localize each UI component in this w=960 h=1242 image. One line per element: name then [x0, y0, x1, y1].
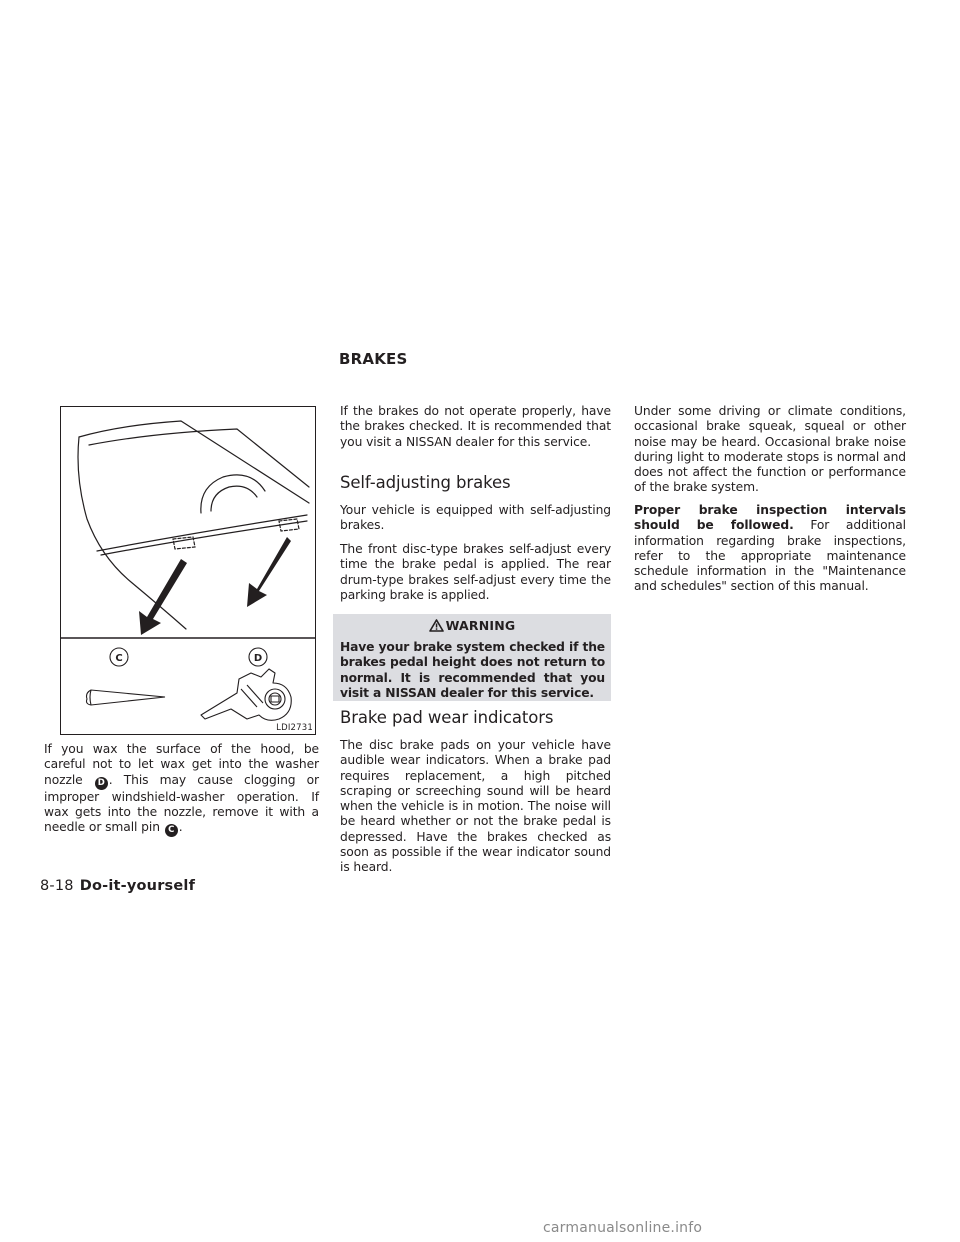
hood-wax-text-c: .: [178, 820, 183, 835]
inspection-intervals-paragraph: [634, 503, 906, 595]
hood-wax-paragraph: [44, 742, 319, 837]
self-adjusting-paragraph-1: Your vehicle is equipped with self-adjusting brakes.: [340, 503, 611, 533]
hood-washer-nozzle-figure: [60, 406, 316, 735]
section-title: BRAKES: [339, 350, 408, 368]
hood-wax-text-a: If you wax the surface of the hood, be careful not to let wax get into the washer nozzle: [44, 742, 319, 787]
figure-callout-d: D: [253, 653, 263, 664]
heading-self-adjusting-brakes: Self-adjusting brakes: [340, 473, 511, 492]
inspection-intervals-bold: Proper brake inspection intervals should be followed.: [634, 503, 906, 533]
inspection-intervals-text: For additional information regarding brake inspections, refer to the appropriate maintenance schedule information in the "Maintenance and schedules" section of this manual.: [634, 518, 906, 594]
hood-wax-text-b: . This may cause clogging or improper windshield-washer operation. If wax gets into the nozzle, remove it with a needle or small pin: [44, 772, 319, 835]
washer-nozzle-illustration: [61, 407, 315, 734]
brake-pad-wear-paragraph: The disc brake pads on your vehicle have audible wear indicators. When a brake pad requires replacement, a high pitched scraping or screeching sound will be heard when the vehicle is in motion. The noise will be heard whether or not the brake pedal is depressed. Have the brakes checked as soon as possible if the wear indicator sound is heard.: [340, 738, 611, 875]
figure-callout-c: C: [115, 653, 123, 664]
chapter-title: Do-it-yourself: [79, 878, 196, 894]
warning-heading: [333, 618, 611, 633]
brakes-intro-paragraph: If the brakes do not operate properly, have the brakes checked. It is recommended that you visit a NISSAN dealer for this service.: [340, 404, 611, 449]
heading-brake-pad-wear-indicators: Brake pad wear indicators: [340, 708, 554, 727]
watermark-link[interactable]: carmanualsonline.info: [543, 1220, 703, 1236]
warning-label: WARNING: [445, 618, 516, 633]
page-number: 8-18: [40, 878, 74, 894]
callout-c-icon: C: [165, 824, 178, 837]
warning-box: [333, 614, 611, 701]
page-footer: [40, 878, 195, 894]
self-adjusting-paragraph-2: The front disc-type brakes self-adjust every time the brake pedal is applied. The rear drum-type brakes self-adjust every time the parking brake is applied.: [340, 542, 611, 602]
figure-code: LDI2731: [276, 723, 313, 733]
callout-d-icon: D: [95, 777, 108, 790]
brake-noise-paragraph: Under some driving or climate conditions, occasional brake squeak, squeal or other noise may be heard. Occasional brake noise during light to moderate stops is normal and does not affect the function or performance of the brake system.: [634, 404, 906, 495]
warning-triangle-icon: [429, 619, 444, 632]
warning-text: Have your brake system checked if the brakes pedal height does not return to normal. It is recommended that you visit a NISSAN dealer for this service.: [340, 640, 605, 701]
